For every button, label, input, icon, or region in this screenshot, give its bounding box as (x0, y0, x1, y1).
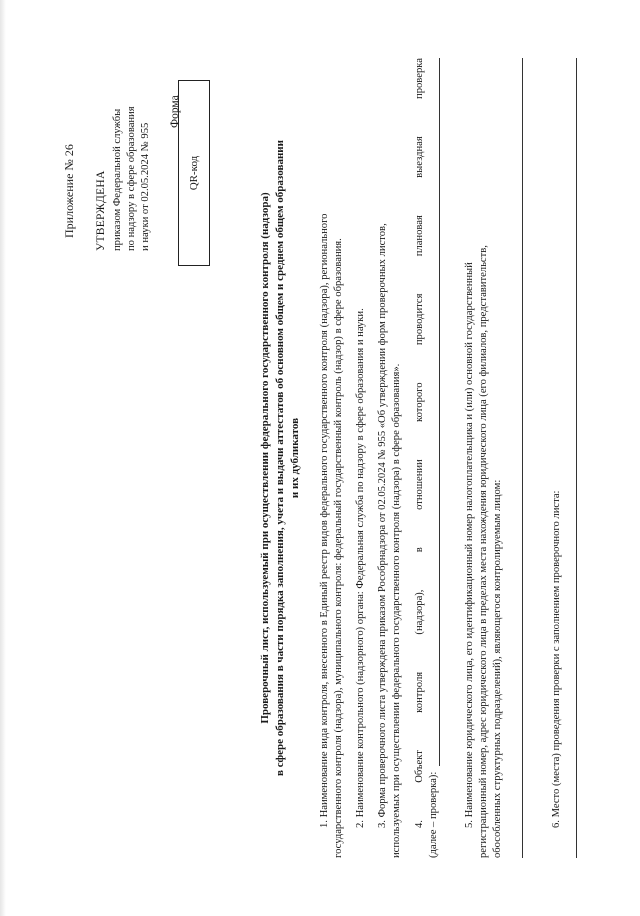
approved-line-1: приказом Федеральной службы (112, 108, 123, 251)
form-label: Форма (169, 95, 181, 128)
item-4-word: которого (414, 382, 425, 422)
appendix-number: Приложение № 26 (62, 144, 76, 238)
item-4-word: в (414, 547, 425, 553)
item-3-line-2: используемых при осуществлении федерального государственного контроля (надзора) в сфере образования». (391, 363, 402, 858)
title-line-3: и их дубликатов (289, 417, 301, 499)
item-4-word: проверка (414, 58, 425, 99)
item-5-fill-line (522, 58, 523, 858)
item-4-word: (надзора), (414, 589, 425, 635)
item-4-word: отношении (414, 459, 425, 510)
item-4-fill-line (439, 58, 440, 766)
page-edge-shadow (0, 0, 6, 916)
qr-code-box (178, 80, 210, 266)
item-5-line-1: 5. Наименование юридического лица, его идентификационный номер налогоплательщика и (или) основной государственный (464, 262, 475, 828)
item-4-word: проводится (414, 293, 425, 346)
item-4-line-2: (далее – проверка): (428, 771, 439, 858)
item-4-word: 4. (414, 820, 425, 828)
item-4-word: выездная (414, 136, 425, 178)
title-line-1: Проверочный лист, используемый при осуществлении федерального государственного контроля (надзора) (259, 192, 271, 724)
item-6: 6. Место (места) проведения проверки с заполнением проверочного листа: (551, 490, 562, 828)
item-6-fill-line (576, 58, 577, 858)
item-2: 2. Наименование контрольного (надзорного) органа: Федеральная служба по надзору в сфере образования и науки. (355, 308, 366, 828)
approved-heading: УТВЕРЖДЕНА (95, 170, 107, 251)
item-1-line-2: государственного контроля (надзора), муниципального контроля: федеральный государственный контроль (надзор) в сфере образования. (333, 238, 344, 858)
item-4-word: Объект (414, 750, 425, 783)
item-5-line-2: регистрационный номер, адрес юридического лица в пределах места нахождения юридического лица (его филиалов, представительств, (478, 245, 489, 858)
item-4-line-1 (413, 58, 428, 828)
rotated-page (50, 58, 590, 858)
item-4-word: контроля (414, 671, 425, 713)
item-4-word: плановая (414, 215, 425, 257)
approved-line-3: и науки от 02.05.2024 № 955 (140, 122, 151, 251)
qr-code-label: QR-код (187, 155, 200, 191)
item-5-line-3: обособленных структурных подразделений), являющегося контролируемым лицом: (492, 479, 503, 858)
item-1-line-1: 1. Наименование вида контроля, внесенного в Единый реестр видов федерального государственного контроля (надзора), регионального (319, 213, 330, 828)
item-3-line-1: 3. Форма проверочного листа утверждена приказом Рособрнадзора от 02.05.2024 № 955 «Об утверждении форм проверочных листов, (377, 223, 388, 828)
approved-line-2: по надзору в сфере образования (126, 106, 137, 251)
title-line-2: в сфере образования в части порядка заполнения, учета и выдачи аттестатов об основном общем и среднем общем образовании (274, 140, 286, 776)
